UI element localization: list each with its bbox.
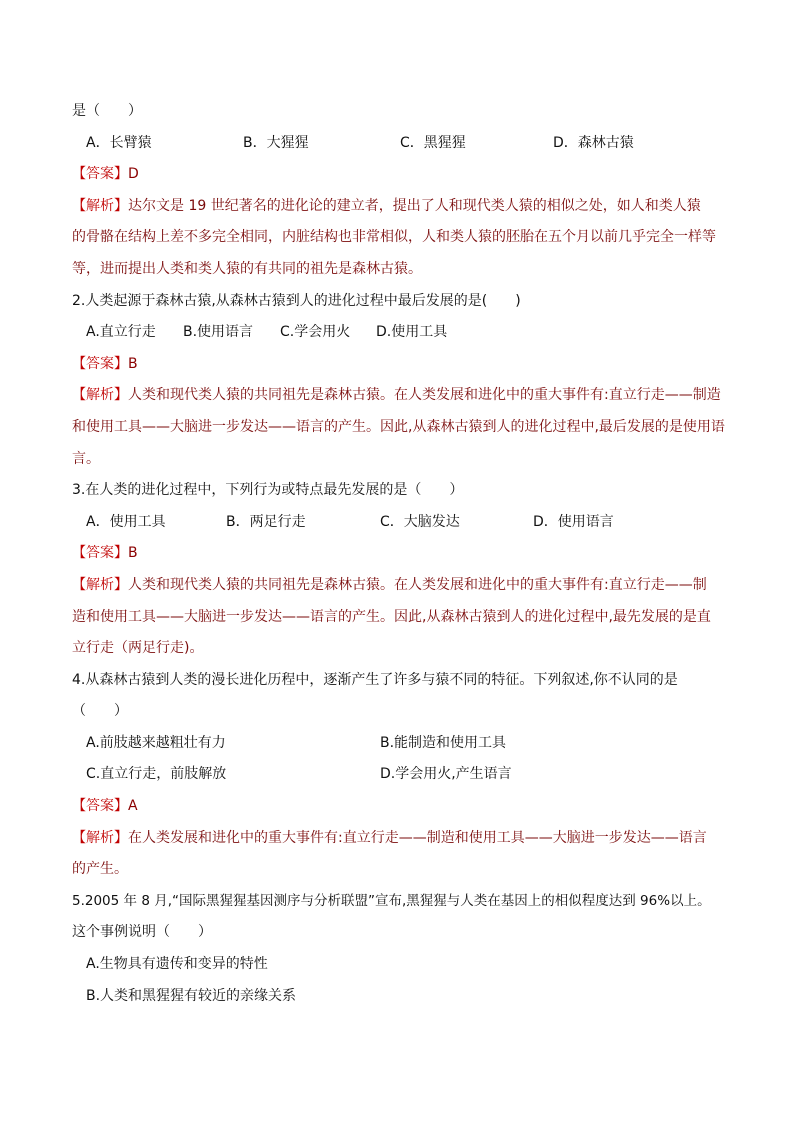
q4-option-a: A.前肢越来越粗壮有力 bbox=[86, 734, 226, 751]
q4-answer bbox=[72, 791, 732, 823]
q5-option-b: B.人类和黑猩猩有较近的亲缘关系 bbox=[86, 987, 297, 1004]
q2-options bbox=[72, 317, 732, 349]
q3-stem: 3.在人类的进化过程中，下列行为或特点最先发展的是（ ） bbox=[72, 482, 464, 499]
q2-analysis-2: 和使用工具——大脑进一步发达——语言的产生。因此,从森林古猿到人的进化过程中,最后发展的是使用语 bbox=[72, 418, 725, 435]
q2-analysis-1 bbox=[72, 380, 732, 412]
analysis-label: 【解析】 bbox=[72, 829, 128, 846]
answer-value: D bbox=[128, 166, 139, 183]
q3-option-b: B．两足行走 bbox=[226, 513, 306, 530]
q2-stem: 2.人类起源于森林古猿,从森林古猿到人的进化过程中最后发展的是( ) bbox=[72, 292, 521, 309]
q2-answer bbox=[72, 349, 732, 381]
answer-label: 【答案】 bbox=[72, 355, 128, 372]
q3-option-d: D．使用语言 bbox=[533, 513, 614, 530]
analysis-text: 达尔文是 19 世纪著名的进化论的建立者，提出了人和现代类人猿的相似之处，如人和类人猿 bbox=[128, 197, 701, 214]
q1-option-b: B．大猩猩 bbox=[243, 134, 309, 151]
q4-options-row-1 bbox=[72, 728, 732, 760]
q4-options-row-2 bbox=[72, 759, 732, 791]
answer-value: B bbox=[128, 545, 138, 562]
q3-analysis-3: 立行走（两足行走)。 bbox=[72, 640, 204, 657]
q1-analysis-2: 的骨骼在结构上差不多完全相同，内脏结构也非常相似，人和类人猿的胚胎在五个月以前几乎完全一样等 bbox=[72, 229, 716, 246]
answer-label: 【答案】 bbox=[72, 166, 128, 183]
analysis-label: 【解析】 bbox=[72, 576, 128, 593]
q4-analysis-2: 的产生。 bbox=[72, 861, 128, 878]
analysis-text: 人类和现代类人猿的共同祖先是森林古猿。在人类发展和进化中的重大事件有:直立行走——制 bbox=[128, 576, 707, 593]
q2-option-b: B.使用语言 bbox=[183, 324, 254, 341]
q3-analysis-2: 造和使用工具——大脑进一步发达——语言的产生。因此,从森林古猿到人的进化过程中,最先发展的是直 bbox=[72, 608, 711, 625]
q2-option-d: D.使用工具 bbox=[376, 324, 448, 341]
q4-analysis-1 bbox=[72, 823, 732, 855]
q2-option-c: C.学会用火 bbox=[280, 324, 351, 341]
q1-analysis-1 bbox=[72, 191, 732, 223]
q1-analysis-3: 等，进而提出人类和类人猿的有共同的祖先是森林古猿。 bbox=[72, 260, 422, 277]
q2-analysis-3: 言。 bbox=[72, 450, 100, 467]
q4-option-c: C.直立行走，前肢解放 bbox=[86, 766, 227, 783]
q3-options bbox=[72, 507, 732, 539]
q1-answer bbox=[72, 159, 732, 191]
q1-stem: 是（ ） bbox=[72, 103, 142, 119]
q4-stem-2: （ ） bbox=[72, 703, 128, 720]
q5-option-a: A.生物具有遗传和变异的特性 bbox=[86, 956, 268, 973]
q3-analysis-1 bbox=[72, 570, 732, 602]
analysis-label: 【解析】 bbox=[72, 197, 128, 214]
answer-value: A bbox=[128, 798, 138, 815]
document-page bbox=[72, 96, 732, 1012]
q1-option-a: A．长臂猿 bbox=[86, 134, 152, 151]
q3-answer bbox=[72, 538, 732, 570]
q3-option-a: A．使用工具 bbox=[86, 513, 166, 530]
answer-value: B bbox=[128, 355, 138, 372]
q1-options bbox=[72, 128, 732, 160]
q3-option-c: C．大脑发达 bbox=[380, 513, 460, 530]
q4-option-b: B.能制造和使用工具 bbox=[380, 734, 507, 751]
q1-option-d: D．森林古猿 bbox=[553, 134, 634, 151]
answer-label: 【答案】 bbox=[72, 545, 128, 562]
q4-option-d: D.学会用火,产生语言 bbox=[380, 766, 512, 783]
analysis-text: 在人类发展和进化中的重大事件有:直立行走——制造和使用工具——大脑进一步发达——语言 bbox=[128, 829, 707, 846]
analysis-text: 人类和现代类人猿的共同祖先是森林古猿。在人类发展和进化中的重大事件有:直立行走——制造 bbox=[128, 387, 721, 404]
q2-option-a: A.直立行走 bbox=[86, 324, 156, 341]
answer-label: 【答案】 bbox=[72, 798, 128, 815]
q1-option-c: C．黑猩猩 bbox=[400, 134, 466, 151]
q4-stem: 4.从森林古猿到人类的漫长进化历程中，逐渐产生了许多与猿不同的特征。下列叙述,你不认同的是 bbox=[72, 671, 678, 688]
analysis-label: 【解析】 bbox=[72, 387, 128, 404]
q5-stem-2: 这个事例说明（ ） bbox=[72, 924, 212, 941]
q5-stem: 5.2005 年 8 月,“国际黑猩猩基因测序与分析联盟”宣布,黑猩猩与人类在基因上的相似程度达到 96%以上。 bbox=[72, 892, 711, 909]
